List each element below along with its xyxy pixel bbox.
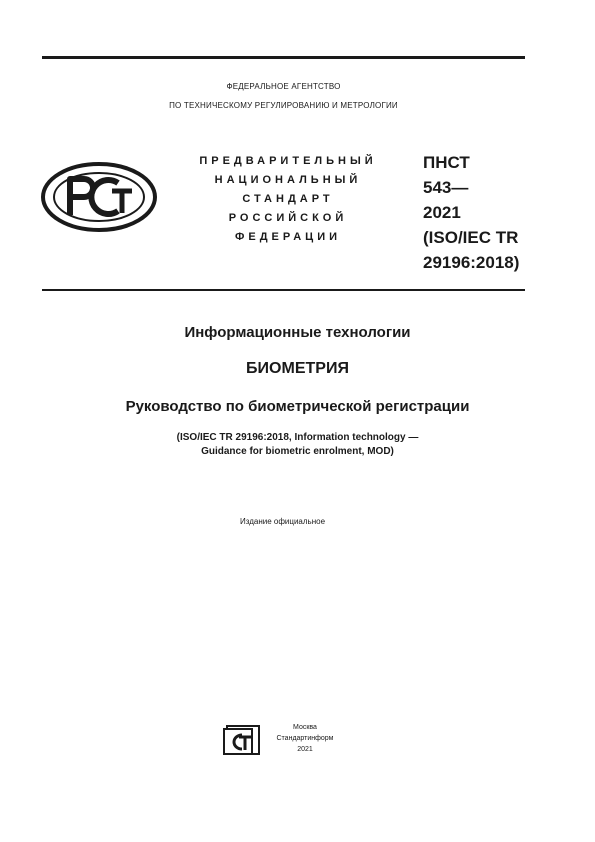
original-line1: (ISO/IEC TR 29196:2018, Information technology — xyxy=(176,432,419,443)
publisher-block xyxy=(263,722,347,755)
title-line3: Руководство по биометрической регистрации xyxy=(125,398,470,415)
standard-type-line: ФЕДЕРАЦИИ xyxy=(234,231,342,243)
edition-note: Издание официальное xyxy=(239,517,326,526)
standard-type-line: РОССИЙСКОЙ xyxy=(228,212,348,224)
agency-name-line2: ПО ТЕХНИЧЕСКОМУ РЕГУЛИРОВАНИЮ И МЕТРОЛОГИИ xyxy=(169,101,398,110)
publisher-year: 2021 xyxy=(297,746,313,753)
publisher-name: Стандартинформ xyxy=(276,735,334,742)
top-rule xyxy=(42,56,525,59)
standard-id-line: (ISO/IEC TR xyxy=(423,228,519,247)
standartinform-logo-icon xyxy=(222,723,262,757)
publisher-city: Москва xyxy=(293,724,317,731)
standard-designation xyxy=(423,150,533,275)
title-line2: БИОМЕТРИЯ xyxy=(246,360,349,377)
original-line2: Guidance for biometric enrolment, MOD) xyxy=(201,446,394,457)
standard-type-line: НАЦИОНАЛЬНЫЙ xyxy=(214,174,362,186)
standard-type xyxy=(188,152,388,247)
standard-id-line: 29196:2018) xyxy=(423,253,520,272)
standard-id-line: 543— xyxy=(423,178,469,197)
standard-id-line: ПНСТ xyxy=(423,153,470,172)
gost-r-mark-icon xyxy=(40,161,158,233)
agency-name-line1: ФЕДЕРАЛЬНОЕ АГЕНТСТВО xyxy=(226,82,341,91)
middle-rule xyxy=(42,289,525,291)
original-standard-reference xyxy=(0,431,595,459)
standard-id-line: 2021 xyxy=(423,203,461,222)
standard-type-line: СТАНДАРТ xyxy=(242,193,334,205)
title-line1: Информационные технологии xyxy=(184,324,411,341)
standard-type-line: ПРЕДВАРИТЕЛЬНЫЙ xyxy=(199,155,377,167)
